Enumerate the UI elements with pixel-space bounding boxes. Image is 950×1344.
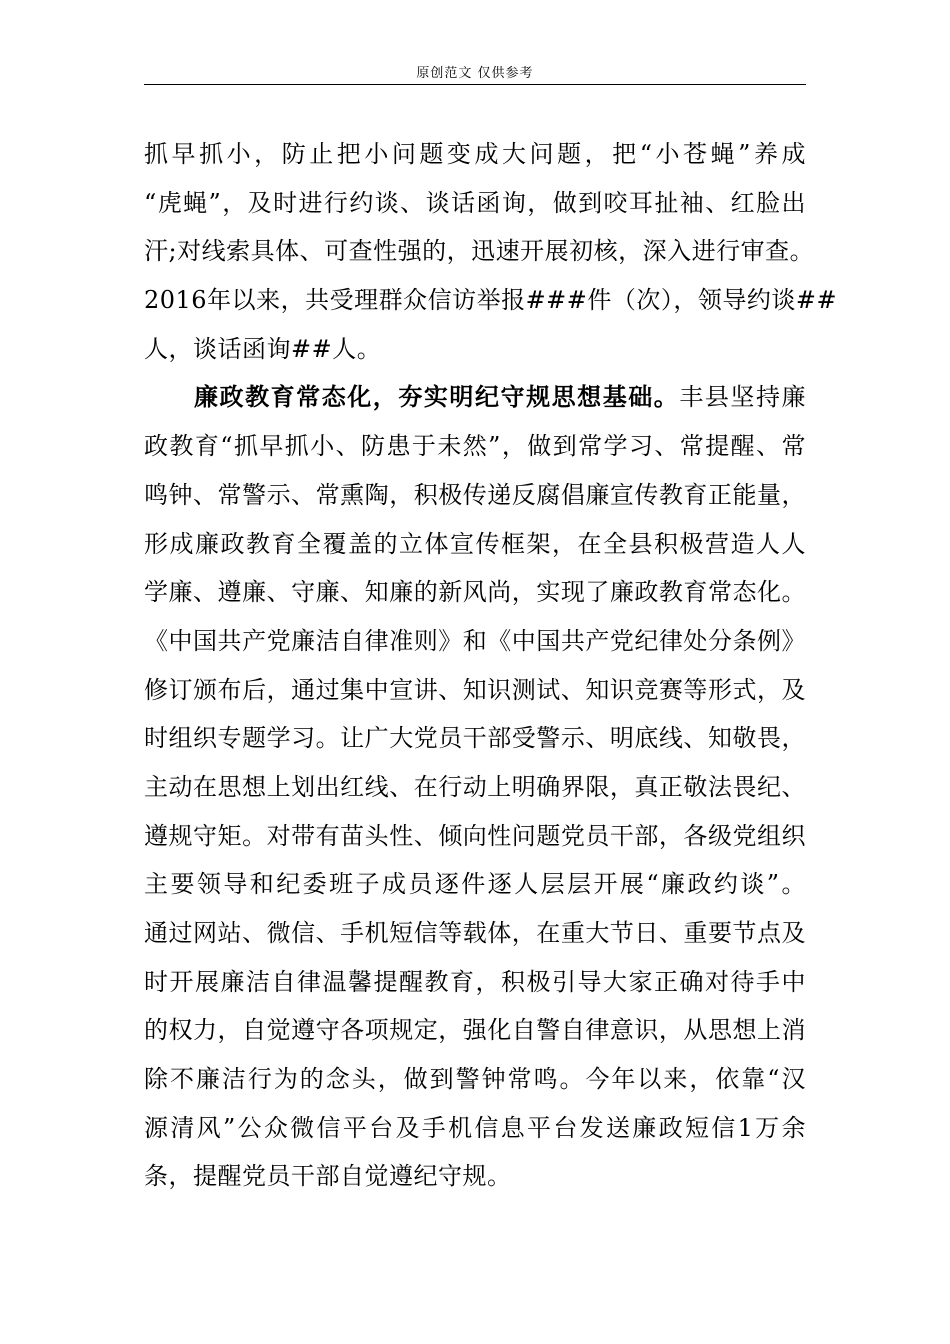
text-line: 主要领导和纪委班子成员逐件逐人层层开展“廉政约谈”。 (144, 870, 806, 899)
text-line: 鸣钟、常警示、常熏陶，积极传递反腐倡廉宣传教育正能量， (144, 480, 806, 509)
text-line: 时开展廉洁自律温馨提醒教育，积极引导大家正确对待手中 (144, 967, 806, 996)
text-line: 时组织专题学习。让广大党员干部受警示、明底线、知敬畏， (144, 724, 806, 753)
text-line: 通过网站、微信、手机短信等载体，在重大节日、重要节点及 (144, 919, 806, 947)
text-line: 修订颁布后，通过集中宣讲、知识测试、知识竞赛等形式，及 (144, 675, 806, 704)
text-line: 除不廉洁行为的念头，做到警钟常鸣。今年以来，依靠“汉 (144, 1065, 806, 1094)
text-line: 的权力，自觉遵守各项规定，强化自警自律意识，从思想上消 (144, 1016, 806, 1045)
text-line: 源清风”公众微信平台及手机信息平台发送廉政短信1万余 (144, 1113, 806, 1142)
text-line: 学廉、遵廉、守廉、知廉的新风尚，实现了廉政教育常态化。 (144, 578, 806, 607)
page-header: 原创范文 仅供参考 (416, 66, 534, 81)
document-body (144, 130, 838, 1201)
paragraph-lead-text: 丰县坚持廉 (679, 383, 807, 412)
header-rule (144, 84, 806, 85)
text-line: 主动在思想上划出红线、在行动上明确界限，真正敬法畏纪、 (144, 772, 806, 801)
text-line: 形成廉政教育全覆盖的立体宣传框架，在全县积极营造人人 (144, 529, 806, 558)
text-line: “虎蝇”，及时进行约谈、谈话函询，做到咬耳扯袖、红脸出 (144, 188, 806, 217)
paragraph-heading: 廉政教育常态化，夯实明纪守规思想基础。 (194, 382, 680, 412)
text-line: 2016年以来，共受理群众信访举报###件（次），领导约谈## (144, 286, 838, 315)
text-line: 汗;对线索具体、可查性强的，迅速开展初核，深入进行审查。 (144, 237, 815, 266)
text-line: 《中国共产党廉洁自律准则》和《中国共产党纪律处分条例》 (144, 626, 806, 655)
paragraph-1 (144, 130, 838, 373)
paragraph-lead-line (144, 373, 806, 422)
paragraph-2 (144, 373, 806, 1201)
text-line: 人，谈话函询##人。 (144, 334, 382, 363)
text-line: 抓早抓小，防止把小问题变成大问题，把“小苍蝇”养成 (144, 140, 806, 168)
text-line: 遵规守矩。对带有苗头性、倾向性问题党员干部，各级党组织 (144, 821, 806, 850)
text-line: 政教育“抓早抓小、防患于未然”，做到常学习、常提醒、常 (144, 432, 806, 461)
text-line: 条，提醒党员干部自觉遵纪守规。 (144, 1162, 512, 1191)
